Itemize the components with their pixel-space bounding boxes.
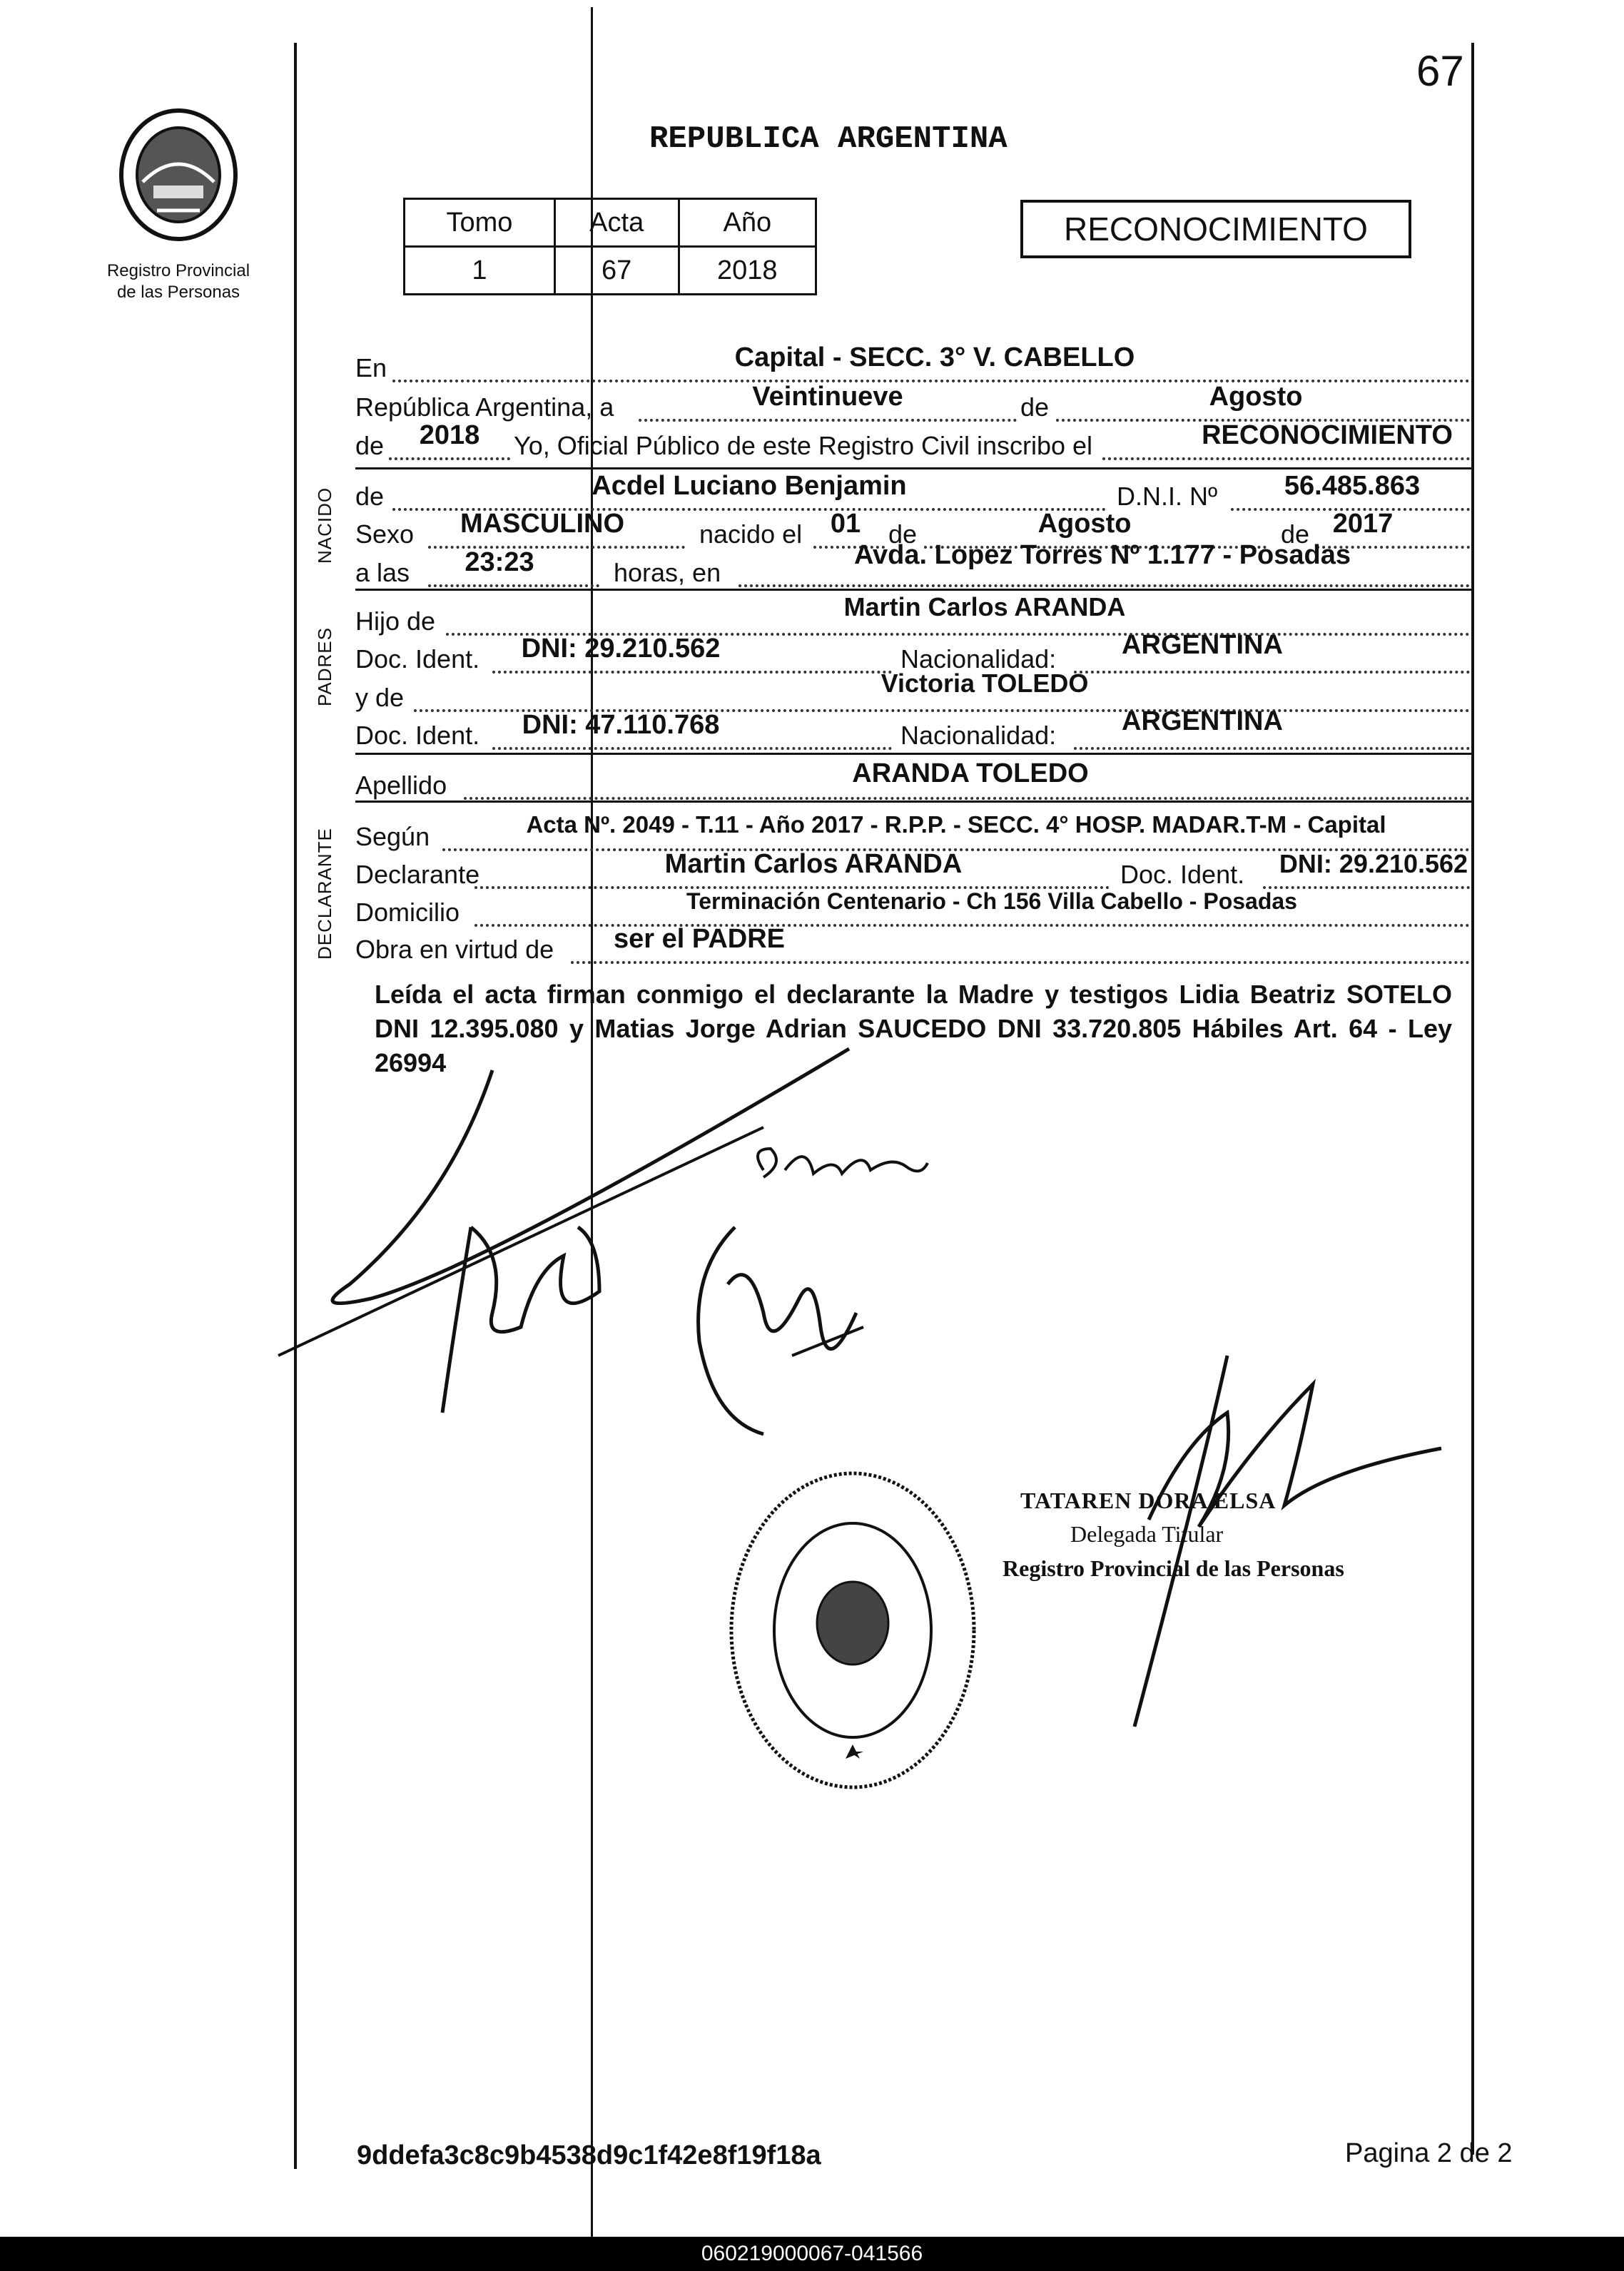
value-mes-nac: Agosto — [1037, 509, 1132, 539]
value-apellido: ARANDA TOLEDO — [852, 758, 1089, 788]
value-hora: 23:23 — [465, 547, 534, 577]
dotted-line — [392, 380, 1470, 382]
dotted-line — [1074, 671, 1470, 674]
registry-table — [403, 198, 817, 295]
value-padre-doc: DNI: 29.210.562 — [521, 634, 721, 664]
label-dni: D.N.I. Nº — [1117, 482, 1218, 511]
side-label-nacido: NACIDO — [314, 487, 335, 564]
value-madre-nac: ARGENTINA — [1122, 706, 1283, 736]
label-hijo-de: Hijo de — [355, 606, 436, 636]
label-a-las: a las — [355, 558, 410, 587]
dotted-line — [1074, 747, 1470, 750]
value-declarante: Martin Carlos ARANDA — [664, 849, 963, 879]
dotted-line — [571, 961, 1470, 964]
table-header-acta: Acta — [554, 199, 679, 247]
label-obra: Obra en virtud de — [355, 935, 554, 964]
country-title: REPUBLICA ARGENTINA — [649, 121, 1008, 157]
value-domicilio: Terminación Centenario - Ch 156 Villa Cabello - Posadas — [686, 888, 1297, 914]
value-dni: 56.485.863 — [1284, 471, 1421, 501]
table-header-tomo: Tomo — [405, 199, 555, 247]
dotted-line — [739, 584, 1470, 587]
label-doc-ident-madre: Doc. Ident. — [355, 721, 480, 750]
label-de-mes-nac: de — [1281, 519, 1310, 549]
dotted-line — [464, 797, 1470, 800]
official-name: TATAREN DORA ELSA — [1020, 1488, 1277, 1513]
label-horas-en: horas, en — [614, 558, 721, 587]
label-de-anio: de — [355, 431, 385, 460]
label-domicilio: Domicilio — [355, 898, 460, 927]
value-mes: Agosto — [1209, 382, 1303, 412]
label-doc-ident-padre: Doc. Ident. — [355, 644, 480, 674]
value-anio-nac: 2017 — [1332, 509, 1394, 539]
label-apellido: Apellido — [355, 771, 447, 800]
label-republica: República Argentina, a — [355, 392, 614, 422]
value-madre-doc: DNI: 47.110.768 — [522, 710, 720, 740]
right-margin-line — [1471, 43, 1474, 2155]
value-declarante-doc: DNI: 29.210.562 — [1279, 849, 1468, 878]
table-header-anio: Año — [679, 199, 816, 247]
closing-statement: Leída el acta firman conmigo el declarante la Madre y testigos Lidia Beatriz SOTELO DNI 12.395.080 y Matias Jorge Adrian SAUCEDO DNI 33.720.805 Hábiles Art. 64 - Ley 26994 — [375, 980, 1452, 1077]
side-label-declarante: DECLARANTE — [314, 828, 335, 960]
dotted-line — [492, 747, 892, 750]
value-padre: Martin Carlos ARANDA — [843, 592, 1126, 621]
act-type-box: RECONOCIMIENTO — [1020, 200, 1411, 258]
official-stamp — [724, 1466, 981, 1794]
label-nacido-el: nacido el — [699, 519, 803, 549]
mother-signature — [685, 1213, 885, 1448]
value-obra: ser el PADRE — [613, 924, 786, 954]
table-value-anio: 2018 — [679, 247, 816, 295]
section-divider — [355, 467, 1472, 469]
pagination: Pagina 2 de 2 — [1345, 2138, 1513, 2168]
value-dia-nac: 01 — [830, 509, 861, 539]
page-number: 67 — [1416, 47, 1464, 95]
label-nacionalidad-padre: Nacionalidad: — [900, 644, 1057, 674]
value-tipo-inscripcion: RECONOCIMIENTO — [1202, 420, 1453, 450]
logo-caption-line1: Registro Provincial — [106, 261, 250, 280]
dotted-line — [492, 671, 892, 674]
official-office: Registro Provincial de las Personas — [1003, 1555, 1344, 1581]
witness-signature — [742, 1134, 942, 1206]
label-sexo: Sexo — [355, 519, 415, 549]
dotted-line — [1102, 457, 1470, 460]
label-declarante: Declarante — [355, 860, 480, 889]
table-value-acta: 67 — [554, 247, 679, 295]
label-de-dia: de — [888, 519, 918, 549]
section-divider — [355, 589, 1472, 591]
province-seal-logo — [114, 103, 243, 246]
label-oficial: Yo, Oficial Público de este Registro Civil inscribo el — [514, 431, 1093, 460]
label-en: En — [355, 353, 387, 382]
side-label-padres: PADRES — [314, 627, 335, 706]
value-padre-nac: ARGENTINA — [1122, 630, 1283, 660]
section-divider — [355, 753, 1472, 755]
label-y-de: y de — [355, 683, 405, 712]
value-nombre: Acdel Luciano Benjamin — [592, 471, 907, 501]
value-lugar-nac: Avda. Lopez Torres Nº 1.177 - Posadas — [853, 540, 1351, 570]
value-sexo: MASCULINO — [460, 509, 625, 539]
value-anio: 2018 — [419, 420, 480, 450]
label-de-mes: de — [1020, 392, 1050, 422]
label-nacionalidad-madre: Nacionalidad: — [900, 721, 1057, 750]
value-segun: Acta Nº. 2049 - T.11 - Año 2017 - R.P.P. - SECC. 4° HOSP. MADAR.T-M - Capital — [526, 811, 1386, 838]
barcode-footer: 060219000067-041566 — [0, 2237, 1624, 2271]
label-de-nombre: de — [355, 482, 385, 511]
dotted-line — [639, 419, 1017, 422]
label-segun: Según — [355, 822, 430, 851]
section-divider — [355, 801, 1472, 803]
value-dia-letras: Veintinueve — [752, 382, 903, 412]
dotted-line — [428, 584, 599, 587]
table-value-tomo: 1 — [405, 247, 555, 295]
value-lugar: Capital - SECC. 3° V. CABELLO — [734, 342, 1135, 372]
value-madre: Victoria TOLEDO — [880, 669, 1089, 698]
label-doc-ident-declarante: Doc. Ident. — [1120, 860, 1245, 889]
official-title: Delegada Titular — [1070, 1521, 1224, 1547]
logo-caption — [71, 260, 285, 303]
dotted-line — [389, 457, 510, 460]
logo-caption-line2: de las Personas — [116, 283, 240, 302]
document-hash: 9ddefa3c8c9b4538d9c1f42e8f19f18a — [357, 2140, 821, 2170]
